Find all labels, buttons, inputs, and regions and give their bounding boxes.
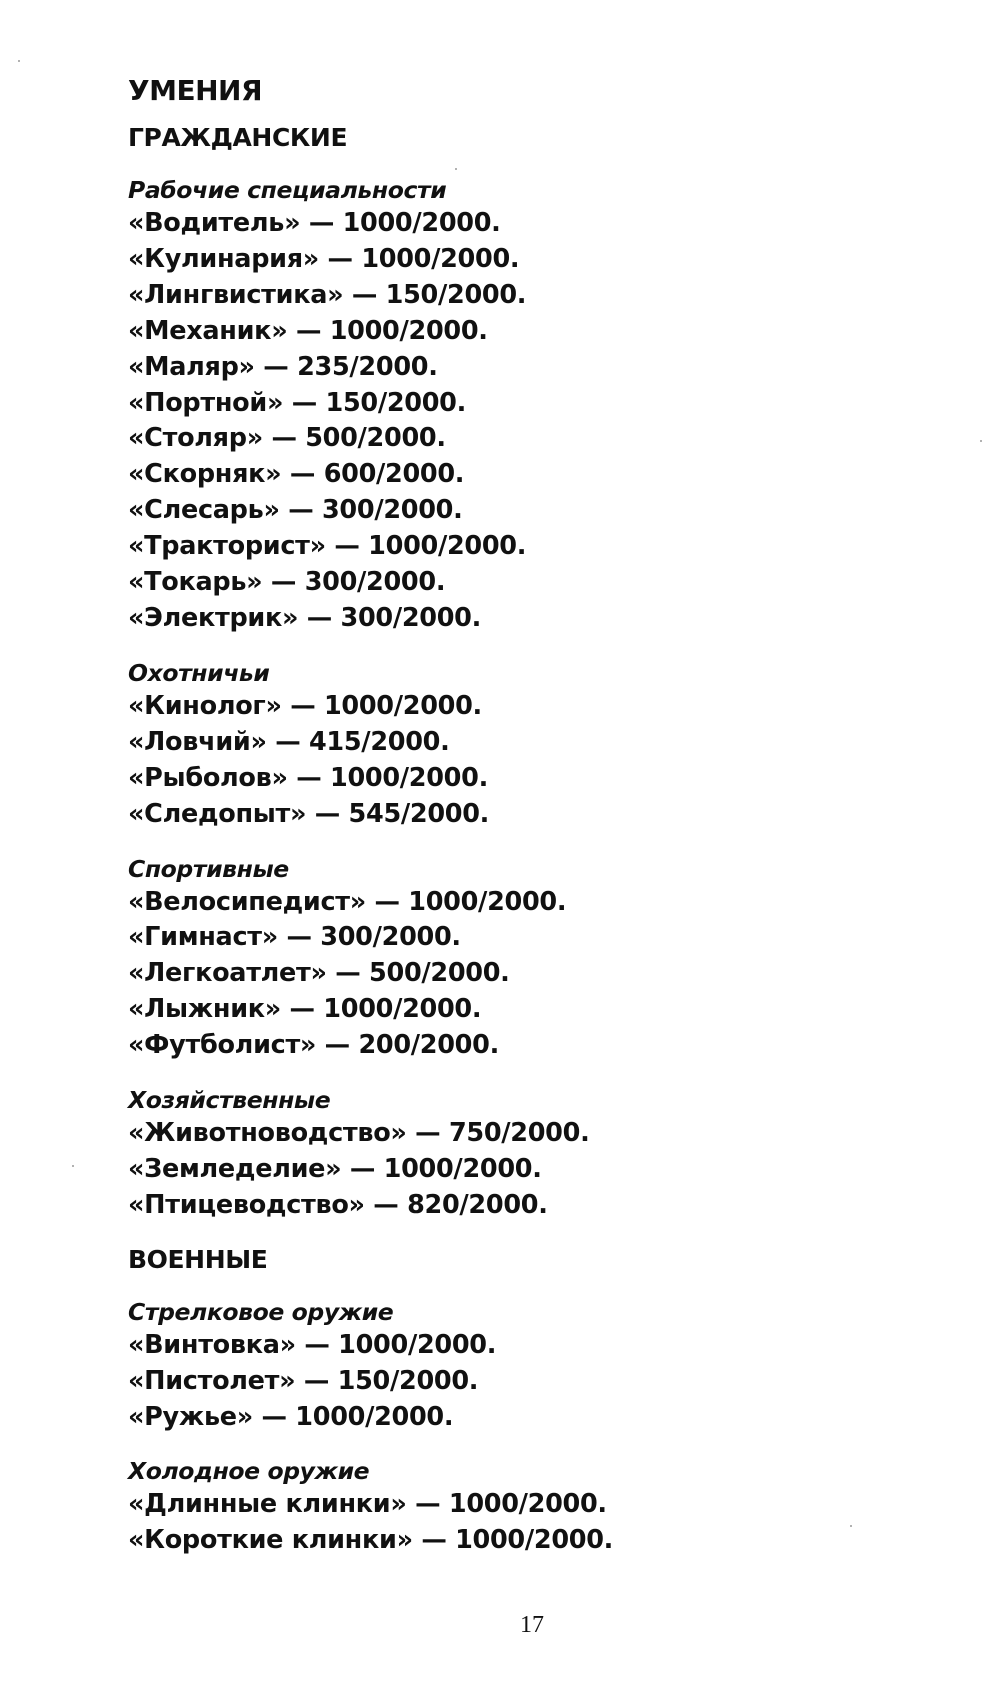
skill-item: «Гимнаст» — 300/2000. [128, 922, 461, 953]
group-firearms [128, 1296, 948, 1436]
page-content [128, 74, 948, 1579]
section-civil [128, 122, 948, 1224]
skill-item: «Лингвистика» — 150/2000. [128, 279, 527, 310]
skill-item: «Следопыт» — 545/2000. [128, 798, 490, 829]
group-work-specialties [128, 174, 948, 637]
skill-item: «Легкоатлет» — 500/2000. [128, 958, 510, 989]
scan-speck [18, 60, 20, 62]
skill-item: «Животноводство» — 750/2000. [128, 1118, 590, 1149]
skill-item: «Земледелие» — 1000/2000. [128, 1153, 542, 1184]
skill-item: «Винтовка» — 1000/2000. [128, 1329, 497, 1360]
skill-item: «Ловчий» — 415/2000. [128, 726, 450, 757]
skill-item: «Рыболов» — 1000/2000. [128, 762, 488, 793]
skill-item: «Кулинария» — 1000/2000. [128, 243, 520, 274]
skill-item: «Кинолог» — 1000/2000. [128, 690, 482, 721]
skill-item: «Птицеводство» — 820/2000. [128, 1189, 548, 1220]
skill-item: «Длинные клинки» — 1000/2000. [128, 1489, 607, 1520]
skill-item: «Маляр» — 235/2000. [128, 351, 438, 382]
skill-item: «Ружье» — 1000/2000. [128, 1401, 454, 1432]
group-melee-weapons [128, 1455, 948, 1559]
group-title: Охотничьи [128, 658, 270, 687]
group-title: Хозяйственные [128, 1086, 331, 1115]
group-hunting [128, 657, 948, 833]
skill-item: «Пистолет» — 150/2000. [128, 1365, 479, 1396]
section-title: ГРАЖДАНСКИЕ [128, 123, 348, 152]
page-title: УМЕНИЯ [128, 74, 263, 107]
skill-item: «Столяр» — 500/2000. [128, 423, 446, 454]
skill-item: «Скорняк» — 600/2000. [128, 459, 465, 490]
group-title: Стрелковое оружие [128, 1297, 394, 1326]
group-title: Холодное оружие [128, 1457, 370, 1486]
group-title: Рабочие специальности [128, 176, 447, 204]
scan-speck [980, 440, 982, 442]
group-sports [128, 853, 948, 1065]
skill-item: «Портной» — 150/2000. [128, 387, 467, 418]
skill-item: «Футболист» — 200/2000. [128, 1030, 499, 1061]
skill-item: «Электрик» — 300/2000. [128, 602, 482, 633]
section-military [128, 1244, 948, 1560]
skill-item: «Тракторист» — 1000/2000. [128, 531, 527, 562]
skill-item: «Токарь» — 300/2000. [128, 567, 446, 598]
skill-item: «Короткие клинки» — 1000/2000. [128, 1525, 614, 1556]
group-title: Спортивные [128, 854, 289, 883]
page-number: 17 [520, 1612, 544, 1638]
skill-item: «Велосипедист» — 1000/2000. [128, 886, 567, 917]
skill-item: «Механик» — 1000/2000. [128, 315, 488, 346]
scan-speck [72, 1165, 74, 1167]
skill-item: «Слесарь» — 300/2000. [128, 495, 463, 526]
skill-item: «Водитель» — 1000/2000. [128, 208, 501, 238]
group-household [128, 1084, 948, 1224]
skill-item: «Лыжник» — 1000/2000. [128, 994, 482, 1025]
section-title: ВОЕННЫЕ [128, 1244, 268, 1274]
